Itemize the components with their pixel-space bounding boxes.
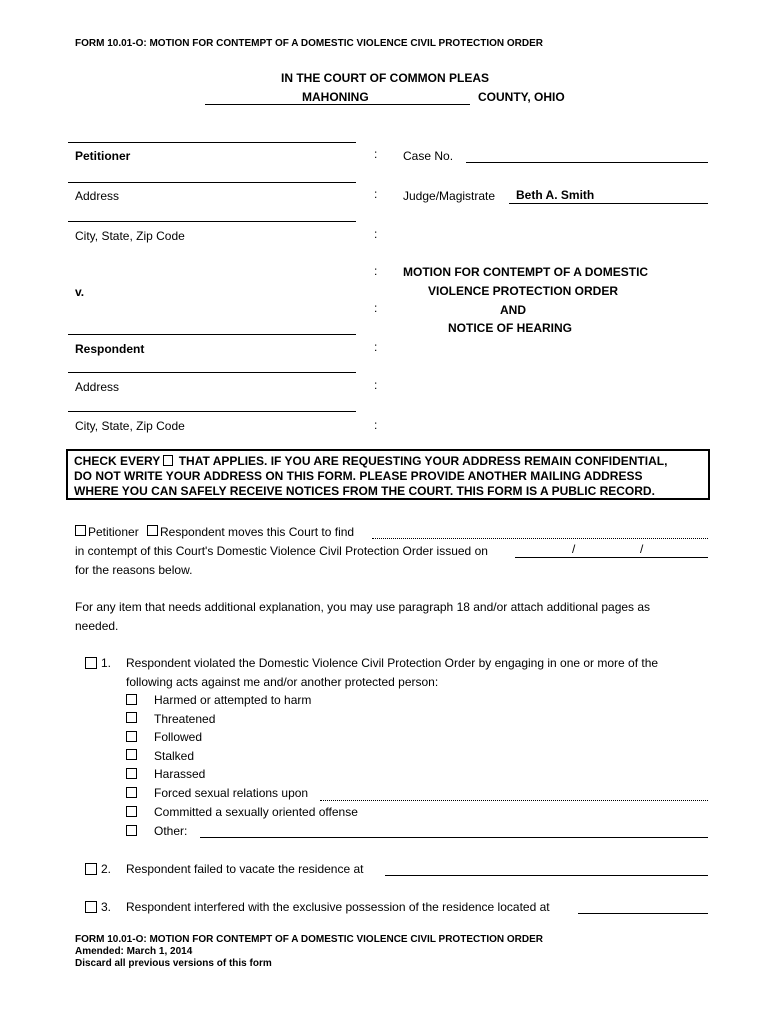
sub-checkbox-stalked[interactable]	[126, 749, 137, 760]
order-date-field[interactable]	[515, 557, 708, 558]
reasons-text: for the reasons below.	[75, 563, 193, 577]
sub-checkbox-harm[interactable]	[126, 694, 137, 705]
caption-colon: :	[374, 227, 378, 241]
respondent-checkbox[interactable]	[147, 525, 158, 536]
petitioner-address-line[interactable]	[68, 182, 356, 183]
petitioner-checkbox[interactable]	[75, 525, 86, 536]
item-2-checkbox[interactable]	[85, 863, 97, 875]
caption-colon: :	[374, 301, 378, 315]
footer-form-title: FORM 10.01-O: MOTION FOR CONTEMPT OF A DOMESTIC VIOLENCE CIVIL PROTECTION ORDER	[75, 934, 543, 945]
footer-discard: Discard all previous versions of this form	[75, 958, 272, 969]
public-record-notice	[66, 449, 710, 500]
sub-label-threatened: Threatened	[154, 712, 216, 726]
petitioner-label: Petitioner	[75, 149, 131, 163]
county-underline	[205, 104, 470, 105]
caption-colon: :	[374, 378, 378, 392]
item-2-text: Respondent failed to vacate the residence at	[126, 862, 364, 876]
case-no-label: Case No.	[403, 149, 454, 163]
item-2-number: 2.	[101, 862, 112, 876]
date-separator: /	[640, 542, 644, 556]
sub-label-harm: Harmed or attempted to harm	[154, 693, 312, 707]
respondent-address-label: Address	[75, 380, 120, 394]
sub-label-followed: Followed	[154, 730, 203, 744]
caption-colon: :	[374, 264, 378, 278]
petitioner-city-label: City, State, Zip Code	[75, 229, 185, 243]
sub-checkbox-forced[interactable]	[126, 787, 137, 798]
petitioner-option-label: Petitioner	[88, 525, 139, 539]
respondent-option-label: Respondent moves this Court to find	[160, 525, 355, 539]
caption-colon: :	[374, 340, 378, 354]
sub-checkbox-harassed[interactable]	[126, 768, 137, 779]
respondent-label: Respondent	[75, 342, 145, 356]
caption-colon: :	[374, 147, 378, 161]
sub-label-forced: Forced sexual relations upon	[154, 786, 309, 800]
sub-label-other: Other:	[154, 824, 188, 838]
explanation-text-2: needed.	[75, 619, 119, 633]
respondent-city-line[interactable]	[68, 411, 356, 412]
notice-line-1b: THAT APPLIES. IF YOU ARE REQUESTING YOUR ADDRESS REMAIN CONFIDENTIAL,	[178, 454, 668, 468]
footer-amended: Amended: March 1, 2014	[75, 946, 193, 957]
case-no-field[interactable]	[466, 162, 708, 163]
item-3-number: 3.	[101, 900, 112, 914]
notice-line-1a: CHECK EVERY	[74, 454, 161, 468]
sub-label-harassed: Harassed	[154, 767, 206, 781]
respondent-name-line[interactable]	[68, 334, 356, 335]
notice-line-2: DO NOT WRITE YOUR ADDRESS ON THIS FORM. PLEASE PROVIDE ANOTHER MAILING ADDRESS	[74, 469, 643, 483]
motion-title-1: MOTION FOR CONTEMPT OF A DOMESTIC	[403, 265, 649, 279]
checkbox-icon	[163, 455, 173, 466]
residence-field[interactable]	[385, 875, 708, 876]
sub-checkbox-offense[interactable]	[126, 806, 137, 817]
petitioner-address-label: Address	[75, 189, 120, 203]
explanation-text-1: For any item that needs additional explanation, you may use paragraph 18 and/or attach additional pages as	[75, 600, 651, 614]
county-label: COUNTY, OHIO	[478, 90, 565, 104]
item-1-checkbox[interactable]	[85, 657, 97, 669]
item-3-checkbox[interactable]	[85, 901, 97, 913]
order-issued-text: in contempt of this Court's Domestic Violence Civil Protection Order issued on	[75, 544, 488, 558]
item-1-text-2: following acts against me and/or another protected person:	[126, 675, 439, 689]
caption-colon: :	[374, 187, 378, 201]
versus: v.	[75, 285, 85, 299]
motion-title-2: VIOLENCE PROTECTION ORDER	[428, 284, 619, 298]
sub-checkbox-threatened[interactable]	[126, 712, 137, 723]
sub-checkbox-followed[interactable]	[126, 731, 137, 742]
item-1-text-1: Respondent violated the Domestic Violence Civil Protection Order by engaging in one or more of the	[126, 656, 659, 670]
petitioner-city-line[interactable]	[68, 221, 356, 222]
judge-value[interactable]: Beth A. Smith	[516, 188, 595, 202]
forced-upon-field[interactable]	[320, 800, 708, 801]
judge-field[interactable]	[509, 203, 708, 204]
sub-checkbox-other[interactable]	[126, 825, 137, 836]
exclusive-residence-field[interactable]	[578, 913, 708, 914]
date-separator: /	[572, 542, 576, 556]
sub-label-stalked: Stalked	[154, 749, 195, 763]
respondent-address-line[interactable]	[68, 372, 356, 373]
item-3-text: Respondent interfered with the exclusive possession of the residence located at	[126, 900, 550, 914]
item-1-number: 1.	[101, 656, 112, 670]
other-field[interactable]	[200, 837, 708, 838]
notice-line-3: WHERE YOU CAN SAFELY RECEIVE NOTICES FROM THE COURT. THIS FORM IS A PUBLIC RECORD.	[74, 484, 655, 498]
court-line: IN THE COURT OF COMMON PLEAS	[281, 71, 489, 85]
respondent-city-label: City, State, Zip Code	[75, 419, 185, 433]
contempt-party-field[interactable]	[372, 538, 708, 539]
judge-label: Judge/Magistrate	[403, 189, 496, 203]
caption-colon: :	[374, 418, 378, 432]
motion-title-4: NOTICE OF HEARING	[448, 321, 573, 335]
motion-title-3: AND	[500, 303, 526, 317]
county-value[interactable]: MAHONING	[302, 90, 369, 104]
sub-label-offense: Committed a sexually oriented offense	[154, 805, 358, 819]
form-title: FORM 10.01-O: MOTION FOR CONTEMPT OF A DOMESTIC VIOLENCE CIVIL PROTECTION ORDER	[75, 38, 543, 49]
petitioner-name-line[interactable]	[68, 142, 356, 143]
